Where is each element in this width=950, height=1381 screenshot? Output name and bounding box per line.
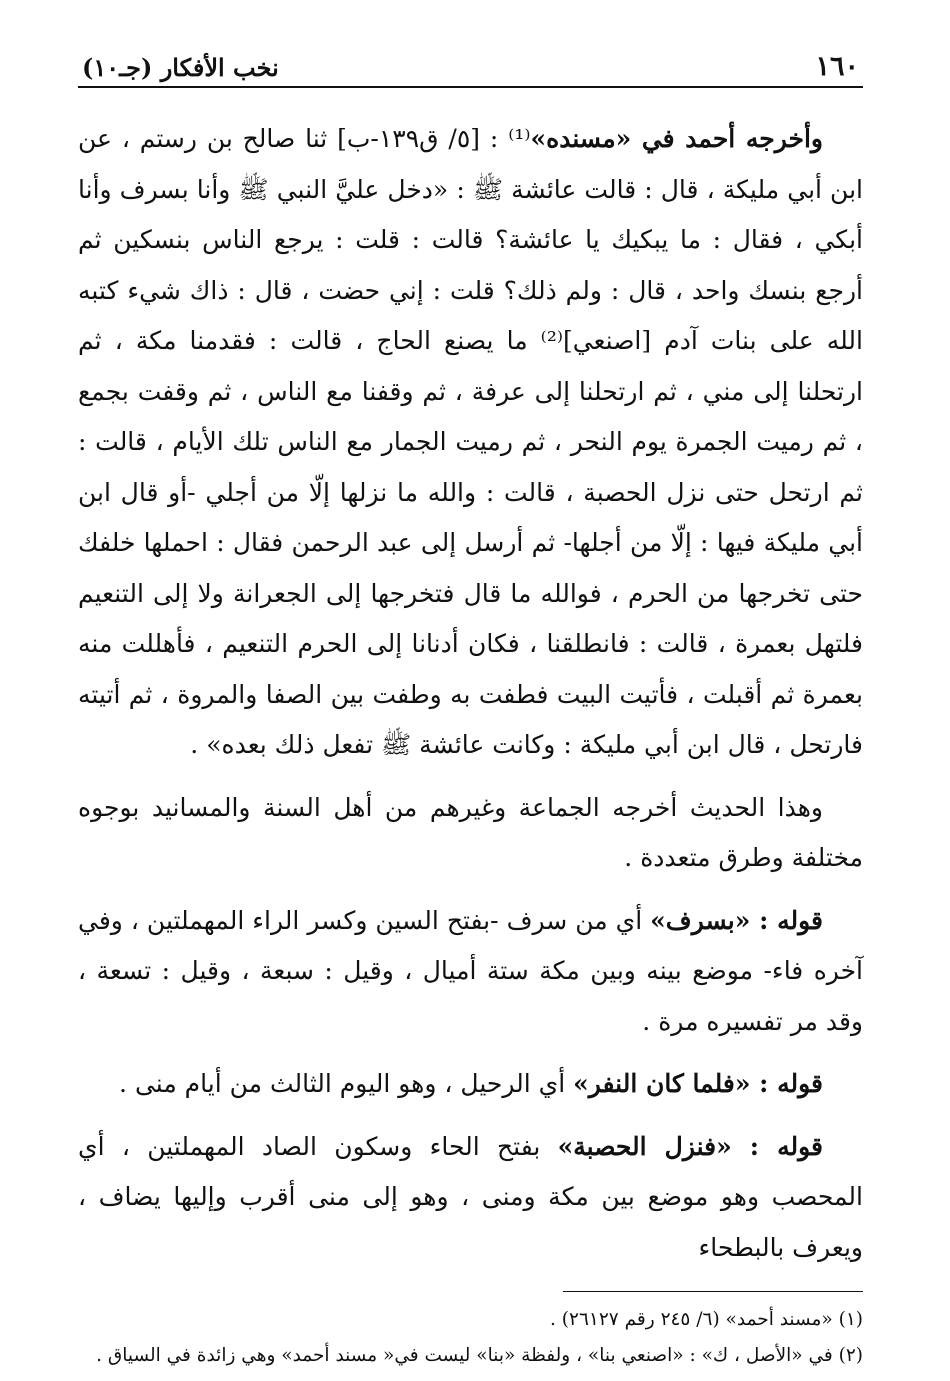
book-page <box>78 42 863 1366</box>
paragraph-body: بفتح الحاء وسكون الصاد المهملتين ، أي المحصب وهو موضع بين مكة ومنى ، وهو إلى منى أقرب وإليها يضاف ، ويعرف بالبطحاء <box>78 1131 863 1262</box>
footnotes <box>78 1302 863 1374</box>
paragraph-body: أي الرحيل ، وهو اليوم الثالث من أيام منى . <box>119 1069 574 1098</box>
paragraph-body: أي من سرف -بفتح السين وكسر الراء المهملتين ، وفي آخره فاء- موضع بينه وبين مكة ستة أميال ، وقيل : سبعة ، وقيل : تسعة ، وقد مر تفسيره مرة . <box>78 905 863 1036</box>
paragraph-explanation-nafr <box>78 1059 863 1110</box>
paragraph-explanation-sarif <box>78 896 863 1048</box>
paragraph-lead: قوله : «فنزل الحصبة» <box>557 1131 823 1161</box>
page-number: ١٦٠ <box>815 51 859 82</box>
paragraph-commentary <box>78 783 863 884</box>
main-text <box>78 114 863 1273</box>
paragraph-hadith <box>78 114 863 771</box>
paragraph-body: وهذا الحديث أخرجه الجماعة وغيرهم من أهل السنة والمسانيد بوجوه مختلفة وطرق متعددة . <box>78 792 863 872</box>
paragraph-lead: قوله : «فلما كان النفر» <box>573 1069 823 1098</box>
paragraph-lead: وأخرجه أحمد في «مسنده» <box>530 124 823 153</box>
paragraph-lead: قوله : «بسرف» <box>650 905 823 935</box>
footnote: (١) «مسند أحمد» (٦/ ٢٤٥ رقم ٢٦١٢٧) . <box>550 1309 863 1330</box>
paragraph-explanation-hasba <box>78 1122 863 1274</box>
paragraph-body: ⁽¹⁾ : [٥/ ق١٣٩-ب] ثنا صالح بن رستم ، عن ابن أبي مليكة ، قال : قالت عائشة ﷺ : «دخل عليَّ النبي ﷺ وأنا بسرف وأنا أبكي ، فقال : ما يبكيك يا عائشة؟ قالت : قلت : يرجع الناس بنسكين ثم أرجع بنسك واحد ، قال : ولم ذلك؟ قلت : إني حضت ، قال : ذاك شيء كتبه الله على بنات آدم [اصنعي]⁽²⁾ ما يصنع الحاج ، قالت : فقدمنا مكة ، ثم ارتحلنا إلى مني ، ثم ارتحلنا إلى عرفة ، ثم وقفنا مع الناس ، ثم وقفت بجمع ، ثم رميت الجمرة يوم النحر ، ثم رميت الجمار مع الناس تلك الأيام ، قالت : ثم ارتحل حتى نزل الحصبة ، قالت : والله ما نزلها إلّا من أجلي -أو قال ابن أبي مليكة فيها : إلّا من أجلها- ثم أرسل إلى عبد الرحمن فقال : احملها خلفك حتى تخرجها من الحرم ، فوالله ما قال فتخرجها إلى الجعرانة ولا إلى التنعيم فلتهل بعمرة ، قالت : فانطلقنا ، فكان أدنانا إلى الحرم التنعيم ، فأهللت منه بعمرة ثم أقبلت ، فأتيت البيت فطفت به وطفت بين الصفا والمروة ، ثم أتيته فارتحل ، قال ابن أبي مليكة : وكانت عائشة ﷺ تفعل ذلك بعده» . <box>78 124 863 759</box>
running-title: نخب الأفكار (جـ١٠) <box>82 53 279 82</box>
page-header <box>78 42 863 88</box>
footnote: (٢) في «الأصل ، ك» : «اصنعي بنا» ، ولفظة «بنا» ليست في« مسند أحمد» وهي زائدة في السياق . <box>96 1345 863 1366</box>
footnote-divider <box>563 1291 863 1292</box>
